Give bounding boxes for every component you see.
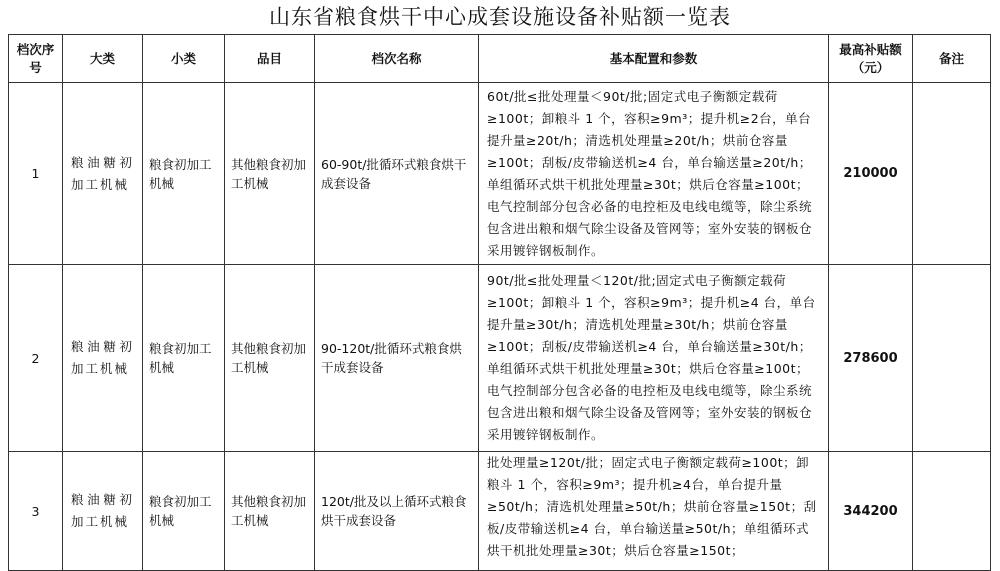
- cell-config: 批处理量≥120t/批；固定式电子衡额定载荷≥100t；卸粮斗 1 个，容积≥9m³；提升机≥4台，单台提升量≥50t/h；清选机处理量≥50t/h；烘前仓容量≥150t；刮板/皮带输送机≥4 台，单台输送量≥50t/h；单组循环式烘干机批处理量≥30t；烘后仓容量≥150t；: [479, 452, 829, 571]
- cell-tier-name: 90-120t/批循环式粮食烘干成套设备: [315, 265, 479, 452]
- cell-subcategory: 粮食初加工机械: [143, 265, 225, 452]
- cell-tier-name: 60-90t/批循环式粮食烘干成套设备: [315, 83, 479, 265]
- cell-item: 其他粮食初加工机械: [225, 265, 315, 452]
- table-row: [9, 265, 991, 452]
- page-title: 山东省粮食烘干中心成套设施设备补贴额一览表: [269, 5, 731, 29]
- cell-seq: 1: [9, 83, 63, 265]
- header-seq: 档次序号: [9, 35, 63, 83]
- header-config: 基本配置和参数: [479, 35, 829, 83]
- cell-tier-name: 120t/批及以上循环式粮食烘干成套设备: [315, 452, 479, 571]
- header-item: 品目: [225, 35, 315, 83]
- cell-seq: 3: [9, 452, 63, 571]
- header-remark: 备注: [913, 35, 991, 83]
- header-category: 大类: [63, 35, 143, 83]
- header-subcategory: 小类: [143, 35, 225, 83]
- cell-category: 粮油糖初加工机械: [63, 265, 143, 452]
- header-row: [9, 35, 991, 83]
- cell-max-subsidy: 344200: [829, 452, 913, 571]
- cell-max-subsidy: 278600: [829, 265, 913, 452]
- cell-seq: 2: [9, 265, 63, 452]
- cell-subcategory: 粮食初加工机械: [143, 452, 225, 571]
- cell-subcategory: 粮食初加工机械: [143, 83, 225, 265]
- cell-max-subsidy: 210000: [829, 83, 913, 265]
- cell-item: 其他粮食初加工机械: [225, 83, 315, 265]
- subsidy-table: [8, 34, 991, 571]
- cell-item: 其他粮食初加工机械: [225, 452, 315, 571]
- cell-remark: [913, 452, 991, 571]
- cell-category: 粮油糖初加工机械: [63, 452, 143, 571]
- header-tier-name: 档次名称: [315, 35, 479, 83]
- cell-remark: [913, 265, 991, 452]
- table-row: [9, 452, 991, 571]
- table-row: [9, 83, 991, 265]
- header-max-subsidy: 最高补贴额（元）: [829, 35, 913, 83]
- cell-category: 粮油糖初加工机械: [63, 83, 143, 265]
- cell-config: 90t/批≤批处理量＜120t/批;固定式电子衡额定载荷≥100t；卸粮斗 1 个，容积≥9m³；提升机≥4 台，单台提升量≥30t/h；清选机处理量≥30t/h；烘前仓容量≥100t；刮板/皮带输送机≥4 台，单台输送量≥30t/h；单组循环式烘干机批处理量≥30t；烘后仓容量≥100t；电气控制部分包含必备的电控柜及电线电缆等，除尘系统包含进出粮和烟气除尘设备及管网等；室外安装的钢板仓采用镀锌钢板制作。: [479, 265, 829, 452]
- cell-remark: [913, 83, 991, 265]
- cell-config: 60t/批≤批处理量＜90t/批;固定式电子衡额定载荷≥100t；卸粮斗 1 个，容积≥9m³；提升机≥2台，单台提升量≥20t/h；清选机处理量≥20t/h；烘前仓容量≥100t；刮板/皮带输送机≥4 台，单台输送量≥20t/h；单组循环式烘干机批处理量≥30t；烘后仓容量≥100t；电气控制部分包含必备的电控柜及电线电缆等，除尘系统包含进出粮和烟气除尘设备及管网等；室外安装的钢板仓采用镀锌钢板制作。: [479, 83, 829, 265]
